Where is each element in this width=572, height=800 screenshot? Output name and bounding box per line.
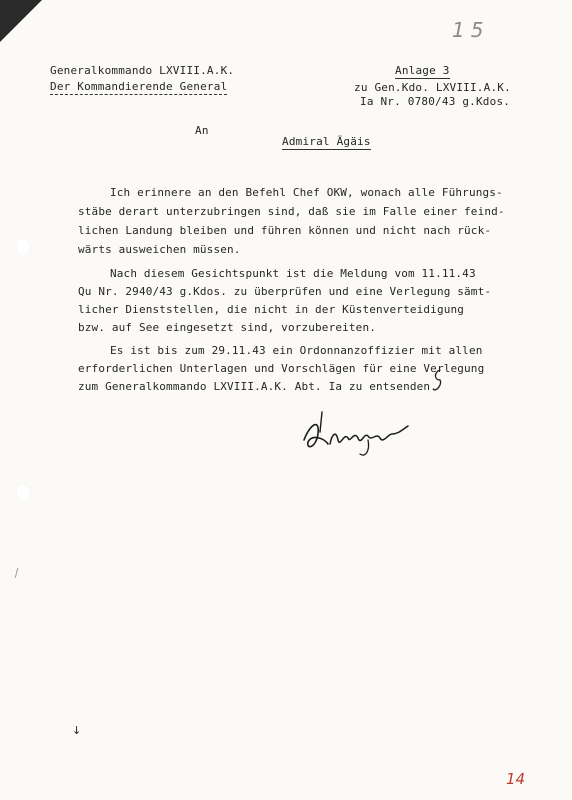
margin-tick-mark [15, 568, 19, 578]
sender-title: Der Kommandierende General [50, 80, 228, 93]
pencil-archive-number: 15 [452, 18, 490, 42]
attachment-label: Anlage 3 [395, 64, 450, 77]
paragraph-1-line-3: lichen Landung bleiben und führen können und nicht nach rück- [78, 224, 492, 237]
attachment-file-number: Ia Nr. 0780/43 g.Kdos. [360, 95, 511, 108]
paragraph-1-line-4: wärts ausweichen müssen. [78, 243, 241, 256]
arrow-down-icon: ↓ [72, 724, 82, 737]
paragraph-2-line-3: licher Dienststellen, die nicht in der Küstenverteidigung [78, 303, 465, 316]
attachment-reference: zu Gen.Kdo. LXVIII.A.K. [354, 81, 511, 94]
paragraph-1-line-2: stäbe derart unterzubringen sind, daß sie im Falle einer feind- [78, 205, 505, 218]
red-page-number: 14 [506, 770, 526, 788]
paragraph-2-line-2: Qu Nr. 2940/43 g.Kdos. zu überprüfen und eine Verlegung sämt- [78, 285, 492, 298]
handwritten-signature [298, 404, 428, 464]
paragraph-2-line-4: bzw. auf See eingesetzt sind, vorzubereiten. [78, 321, 376, 334]
paragraph-2-line-1: Nach diesem Gesichtspunkt ist die Meldung vom 11.11.43 [110, 267, 476, 280]
paragraph-3-line-3: zum Generalkommando LXVIII.A.K. Abt. Ia zu entsenden. [78, 380, 437, 393]
paragraph-3-line-1: Es ist bis zum 29.11.43 ein Ordonnanzoffizier mit allen [110, 344, 483, 357]
folded-corner [0, 0, 42, 42]
sender-unit: Generalkommando LXVIII.A.K. [50, 64, 235, 77]
addressee-name: Admiral Ägäis [282, 135, 371, 148]
punch-hole-bottom [16, 484, 30, 502]
paragraph-1-line-1: Ich erinnere an den Befehl Chef OKW, wonach alle Führungs- [110, 186, 503, 199]
addressee-prefix: An [195, 124, 209, 137]
paragraph-3-line-2: erforderlichen Unterlagen und Vorschlägen für eine Verlegung [78, 362, 485, 375]
handwritten-check-mark [432, 368, 444, 392]
punch-hole-top [16, 238, 30, 256]
